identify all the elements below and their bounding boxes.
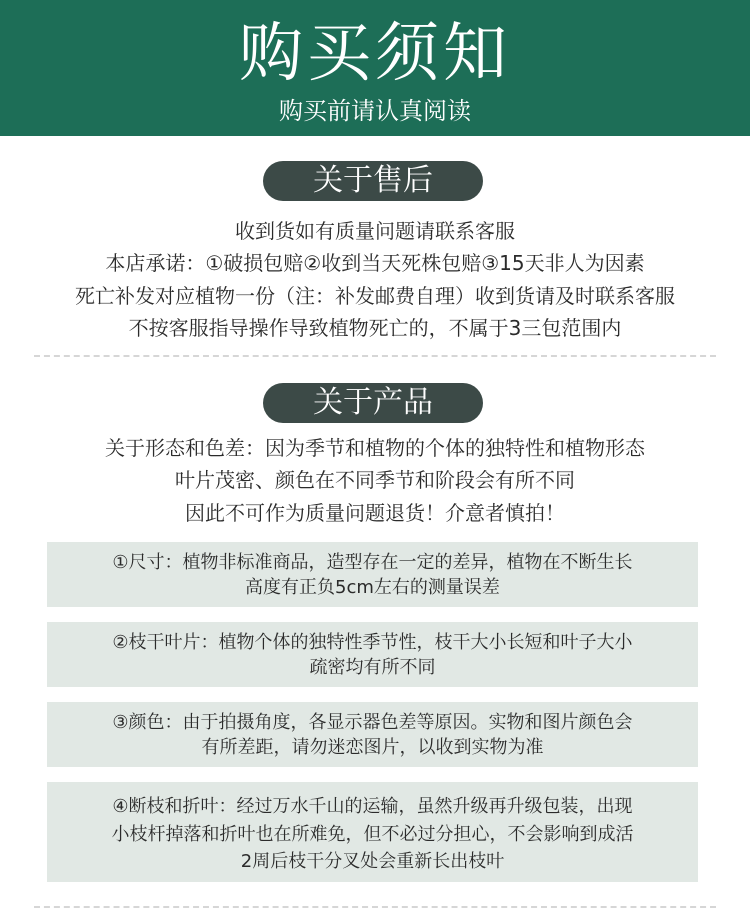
- note-line: 有所差距，请勿迷恋图片，以收到实物为准: [201, 737, 544, 758]
- note-box-size: [47, 542, 698, 607]
- product-line: 因此不可作为质量问题退货！介意者慎拍！: [185, 501, 565, 525]
- page-title: 购买须知: [239, 17, 511, 91]
- product-line: 关于形态和色差：因为季节和植物的个体的独特性和植物形态: [105, 436, 645, 460]
- note-box-color: [47, 702, 698, 767]
- note-line: 疏密均有所不同: [309, 657, 436, 678]
- after-sales-line: 本店承诺：①破损包赔②收到当天死株包赔③15天非人为因素: [105, 251, 645, 275]
- note-line: ③颜色：由于拍摄角度，各显示器色差等原因。实物和图片颜色会: [112, 712, 633, 733]
- note-box-branches: [47, 622, 698, 687]
- note-line: ④断枝和折叶：经过万水千山的运输，虽然升级再升级包装，出现: [112, 796, 633, 817]
- page-subtitle: 购买前请认真阅读: [279, 97, 471, 125]
- after-sales-line: 死亡补发对应植物一份（注：补发邮费自理）收到货请及时联系客服: [75, 284, 675, 308]
- header-banner: [0, 0, 750, 136]
- note-line: 2周后枝干分叉处会重新长出枝叶: [240, 851, 505, 872]
- note-line: ①尺寸：植物非标准商品，造型存在一定的差异，植物在不断生长: [112, 552, 633, 573]
- section-divider: [34, 906, 716, 908]
- product-heading: 关于产品: [263, 383, 483, 423]
- after-sales-line: 收到货如有质量问题请联系客服: [235, 219, 515, 243]
- after-sales-heading: 关于售后: [263, 161, 483, 201]
- section-divider: [34, 355, 716, 357]
- note-box-broken-branches: [47, 782, 698, 882]
- note-line: 小枝杆掉落和折叶也在所难免，但不必过分担心，不会影响到成活: [111, 824, 634, 845]
- after-sales-line: 不按客服指导操作导致植物死亡的，不属于3三包范围内: [128, 316, 622, 340]
- product-line: 叶片茂密、颜色在不同季节和阶段会有所不同: [175, 468, 575, 492]
- note-line: ②枝干叶片：植物个体的独特性季节性，枝干大小长短和叶子大小: [112, 632, 633, 653]
- note-line: 高度有正负5cm左右的测量误差: [245, 577, 500, 598]
